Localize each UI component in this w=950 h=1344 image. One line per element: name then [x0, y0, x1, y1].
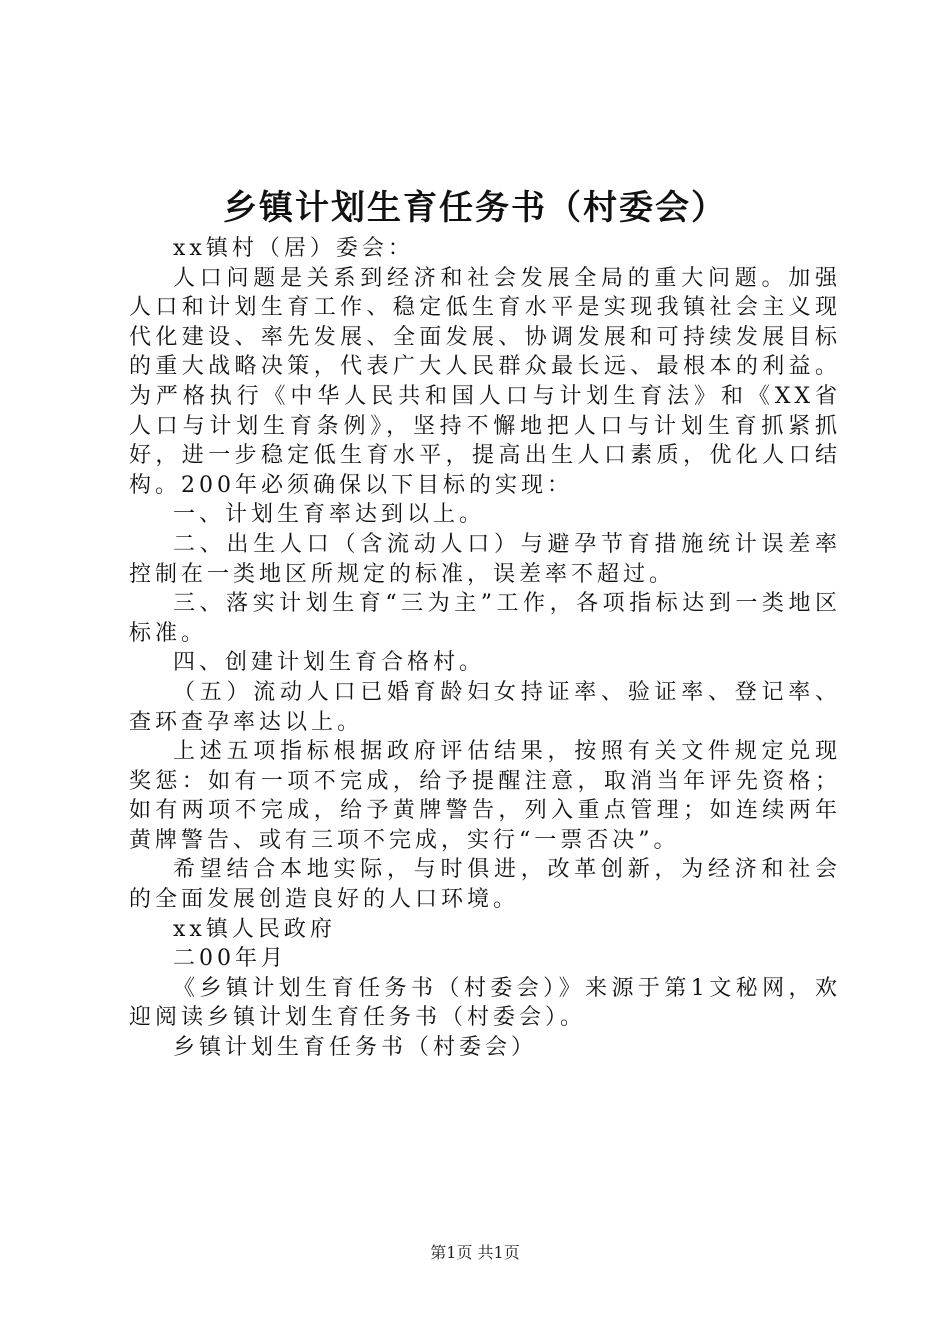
signature-date: 二00年月 — [173, 946, 287, 972]
signature-organization: xx镇人民政府 — [173, 916, 336, 942]
target-item-5: （五）流动人口已婚育龄妇女持证率、验证率、登记率、查环查孕率达以上。 — [129, 679, 841, 735]
salutation: xx镇村（居）委会： — [173, 236, 414, 261]
closing-paragraph: 希望结合本地实际，与时俱进，改革创新，为经济和社会的全面发展创造良好的人口环境。 — [129, 857, 841, 913]
document-body — [129, 234, 841, 1063]
page-footer: 第1页 共1页 — [430, 1243, 520, 1262]
target-item-3: 三、落实计划生育“三为主”工作，各项指标达到一类地区标准。 — [129, 591, 841, 646]
target-item-2: 二、出生人口（含流动人口）与避孕节育措施统计误差率控制在一类地区所规定的标准，误差率不超过。 — [129, 531, 841, 587]
target-item-4: 四、创建计划生育合格村。 — [173, 650, 486, 676]
intro-paragraph: 人口问题是关系到经济和社会发展全局的重大问题。加强人口和计划生育工作、稳定低生育水平是实现我镇社会主义现代化建设、率先发展、全面发展、协调发展和可持续发展目标的重大战略决策，代表广大人民群众最长远、最根本的利益。为严格执行《中华人民共和国人口与计划生育法》和《XX省人口与计划生育条例》，坚持不懈地把人口与计划生育抓紧抓好，进一步稳定低生育水平，提高出生人口素质，优化人口结构。200年必须确保以下目标的实现： — [129, 265, 841, 498]
target-item-1: 一、计划生育率达到以上。 — [173, 502, 486, 528]
source-note: 《乡镇计划生育任务书（村委会）》来源于第1文秘网，欢迎阅读乡镇计划生育任务书（村委会）。 — [129, 975, 841, 1031]
document-title: 乡镇计划生育任务书（村委会） — [223, 188, 727, 228]
reward-penalty-paragraph: 上述五项指标根据政府评估结果，按照有关文件规定兑现奖惩：如有一项不完成，给予提醒注意，取消当年评先资格；如有两项不完成，给予黄牌警告，列入重点管理；如连续两年黄牌警告、或有三项不完成，实行“一票否决”。 — [129, 739, 841, 853]
trailing-title: 乡镇计划生育任务书（村委会） — [173, 1035, 538, 1061]
